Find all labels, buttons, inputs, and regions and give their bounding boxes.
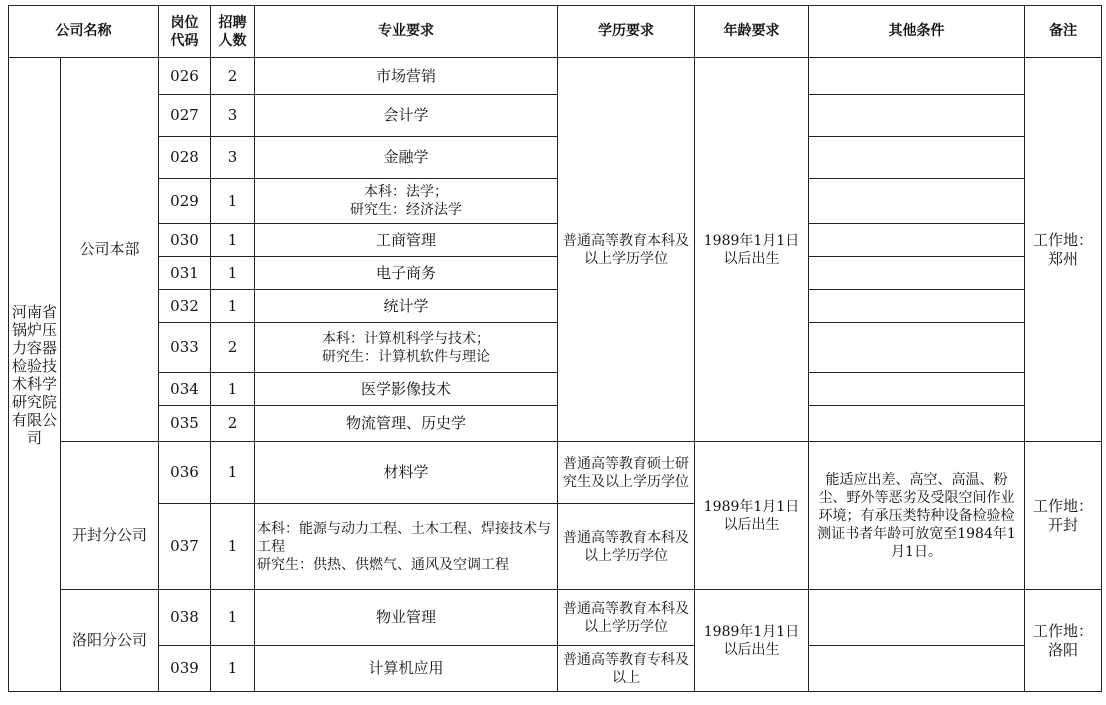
code-cell: 027 xyxy=(159,95,211,137)
header-code: 岗位 代码 xyxy=(159,6,211,58)
remark-cell-luoyang: 工作地：洛阳 xyxy=(1025,590,1102,692)
other-cell xyxy=(809,373,1025,406)
other-cell xyxy=(809,290,1025,323)
table-row xyxy=(9,224,1102,257)
age-cell-kaifeng: 1989年1月1日以后出生 xyxy=(695,442,809,590)
code-cell: 031 xyxy=(159,257,211,290)
other-cell xyxy=(809,323,1025,373)
other-cell xyxy=(809,58,1025,95)
other-cell xyxy=(809,406,1025,442)
code-cell: 035 xyxy=(159,406,211,442)
table-row xyxy=(9,406,1102,442)
age-cell-hq: 1989年1月1日以后出生 xyxy=(695,58,809,442)
major-cell: 计算机应用 xyxy=(255,646,558,692)
code-cell: 028 xyxy=(159,137,211,179)
count-cell: 1 xyxy=(211,257,255,290)
major-cell: 本科：法学； 研究生：经济法学 xyxy=(255,179,558,224)
table-row xyxy=(9,590,1102,646)
education-cell: 普通高等教育本科及以上学历学位 xyxy=(558,590,695,646)
company-name-cell xyxy=(9,58,61,692)
other-cell xyxy=(809,646,1025,692)
count-cell: 2 xyxy=(211,58,255,95)
education-cell: 普通高等教育硕士研究生及以上学历学位 xyxy=(558,442,695,504)
branch-name-luoyang: 洛阳分公司 xyxy=(61,590,159,692)
major-cell: 本科：能源与动力工程、土木工程、焊接技术与工程 研究生：供热、供燃气、通风及空调工程 xyxy=(255,504,558,590)
other-cell xyxy=(809,95,1025,137)
code-cell: 034 xyxy=(159,373,211,406)
company-name: 河南省锅炉压力容器检验技术科学研究院有限公司 xyxy=(12,302,58,447)
major-cell: 金融学 xyxy=(255,137,558,179)
branch-name-kaifeng-label: 开封分公司 xyxy=(71,526,147,544)
count-cell: 3 xyxy=(211,95,255,137)
code-cell: 038 xyxy=(159,590,211,646)
major-cell: 工商管理 xyxy=(255,224,558,257)
count-cell: 1 xyxy=(211,442,255,504)
count-cell: 2 xyxy=(211,323,255,373)
header-other: 其他条件 xyxy=(809,6,1025,58)
other-cell xyxy=(809,224,1025,257)
other-cell xyxy=(809,137,1025,179)
count-cell: 1 xyxy=(211,504,255,590)
recruitment-table xyxy=(8,5,1102,692)
header-major: 专业要求 xyxy=(255,6,558,58)
major-cell: 统计学 xyxy=(255,290,558,323)
count-cell: 1 xyxy=(211,224,255,257)
table-row xyxy=(9,58,1102,95)
major-cell: 电子商务 xyxy=(255,257,558,290)
education-cell: 普通高等教育专科及以上 xyxy=(558,646,695,692)
header-row xyxy=(9,6,1102,58)
table-row xyxy=(9,646,1102,692)
count-cell: 1 xyxy=(211,179,255,224)
other-cell xyxy=(809,257,1025,290)
header-company: 公司名称 xyxy=(9,6,159,58)
major-cell: 物流管理、历史学 xyxy=(255,406,558,442)
table-row xyxy=(9,95,1102,137)
header-count: 招聘 人数 xyxy=(211,6,255,58)
table-row xyxy=(9,137,1102,179)
table-row xyxy=(9,442,1102,504)
code-cell: 026 xyxy=(159,58,211,95)
code-cell: 036 xyxy=(159,442,211,504)
education-cell: 普通高等教育本科及以上学历学位 xyxy=(558,504,695,590)
table-row xyxy=(9,179,1102,224)
education-cell-hq: 普通高等教育本科及以上学历学位 xyxy=(558,58,695,442)
table-row xyxy=(9,290,1102,323)
major-cell: 物业管理 xyxy=(255,590,558,646)
header-remark: 备注 xyxy=(1025,6,1102,58)
table-row xyxy=(9,373,1102,406)
code-cell: 032 xyxy=(159,290,211,323)
major-cell: 本科：计算机科学与技术； 研究生：计算机软件与理论 xyxy=(255,323,558,373)
code-cell: 033 xyxy=(159,323,211,373)
major-cell: 材料学 xyxy=(255,442,558,504)
count-cell: 1 xyxy=(211,290,255,323)
table-row xyxy=(9,257,1102,290)
count-cell: 2 xyxy=(211,406,255,442)
major-cell: 市场营销 xyxy=(255,58,558,95)
code-cell: 039 xyxy=(159,646,211,692)
table-row xyxy=(9,323,1102,373)
remark-cell-hq: 工作地：郑州 xyxy=(1025,58,1102,442)
major-cell: 医学影像技术 xyxy=(255,373,558,406)
count-cell: 1 xyxy=(211,646,255,692)
count-cell: 1 xyxy=(211,373,255,406)
code-cell: 030 xyxy=(159,224,211,257)
count-cell: 1 xyxy=(211,590,255,646)
branch-name-hq: 公司本部 xyxy=(61,58,159,442)
age-cell-luoyang: 1989年1月1日以后出生 xyxy=(695,590,809,692)
count-cell: 3 xyxy=(211,137,255,179)
header-age: 年龄要求 xyxy=(695,6,809,58)
other-cell xyxy=(809,590,1025,646)
other-cell xyxy=(809,179,1025,224)
branch-name-kaifeng xyxy=(61,442,159,590)
recruitment-table-container xyxy=(8,5,1102,692)
other-cell-kaifeng: 能适应出差、高空、高温、粉尘、野外等恶劣及受限空间作业环境；有承压类特种设备检验检测证书者年龄可放宽至1984年1月1日。 xyxy=(809,442,1025,590)
code-cell: 029 xyxy=(159,179,211,224)
major-cell: 会计学 xyxy=(255,95,558,137)
header-education: 学历要求 xyxy=(558,6,695,58)
remark-cell-kaifeng: 工作地：开封 xyxy=(1025,442,1102,590)
code-cell: 037 xyxy=(159,504,211,590)
